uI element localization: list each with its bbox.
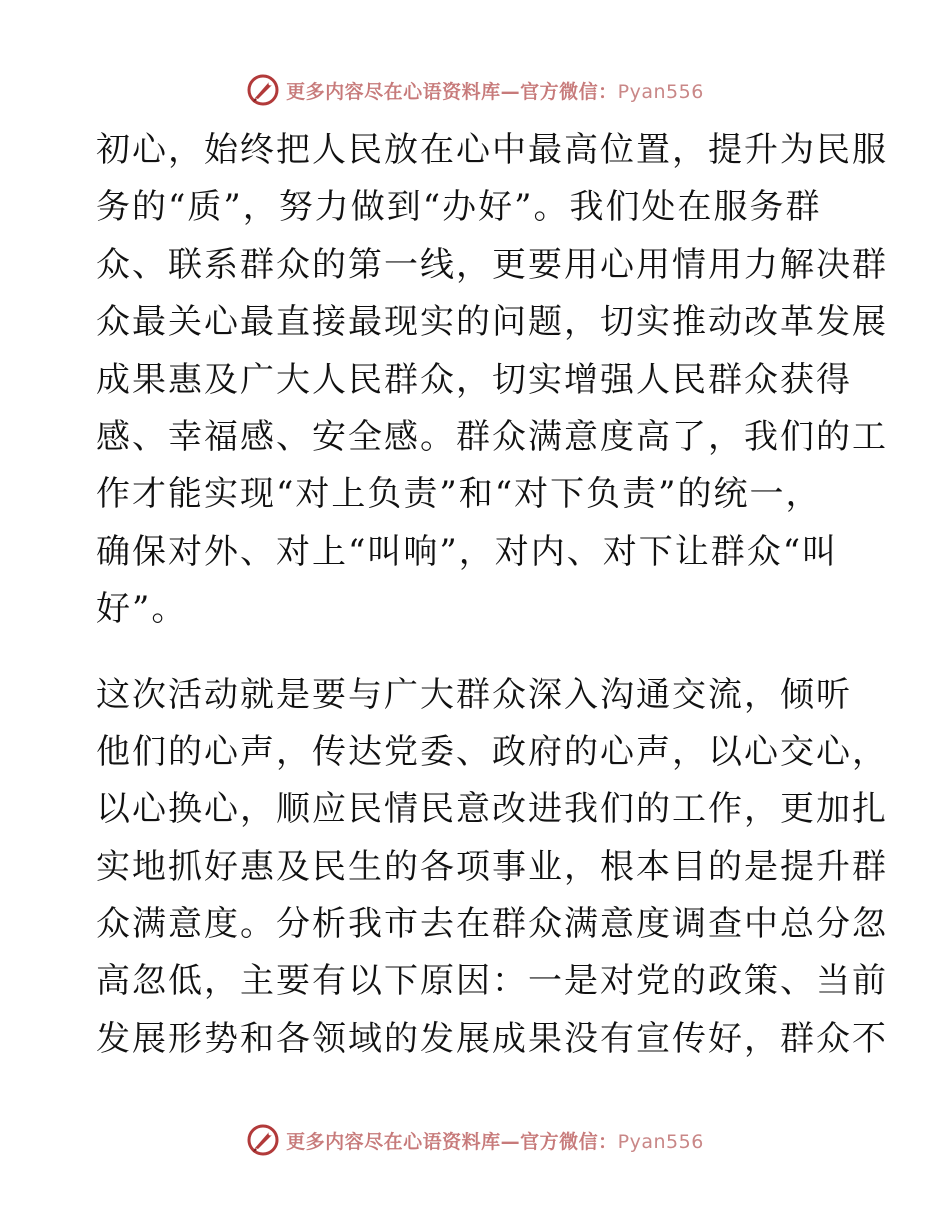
quill-pen-logo-icon <box>246 1123 280 1157</box>
text-line: 实地抓好惠及民生的各项事业，根本目的是提升群 <box>96 846 888 887</box>
footer-banner-main: 更多内容尽在心语资料库—官方微信： <box>286 1130 618 1153</box>
header-banner-text <box>286 77 704 104</box>
text-line: 发展形势和各领域的发展成果没有宣传好，群众不 <box>96 1018 888 1059</box>
paragraph-spacer <box>96 639 856 667</box>
text-line: 高忽低，主要有以下原因：一是对党的政策、当前 <box>96 961 888 1002</box>
header-wechat-id: Pyan556 <box>617 80 704 103</box>
text-line: 众最关心最直接最现实的问题，切实推动改革发展 <box>96 302 888 343</box>
footer-banner-text <box>286 1127 704 1154</box>
text-line: 务的“质”，努力做到“办好”。我们处在服务群 <box>96 187 822 228</box>
quill-pen-logo-icon <box>246 73 280 107</box>
text-line: 以心换心，顺应民情民意改进我们的工作，更加扎 <box>96 789 888 830</box>
text-line: 众满意度。分析我市去在群众满意度调查中总分忽 <box>96 904 888 945</box>
paragraph-1 <box>96 122 888 639</box>
text-line: 作才能实现“对上负责”和“对下负责”的统一， <box>96 474 822 515</box>
header-banner-main: 更多内容尽在心语资料库—官方微信： <box>286 80 618 103</box>
text-line: 众、联系群众的第一线，更要用心用情用力解决群 <box>96 244 888 285</box>
document-body <box>96 122 888 1068</box>
text-line: 成果惠及广大人民群众，切实增强人民群众获得 <box>96 359 852 400</box>
text-line: 好”。 <box>96 589 188 630</box>
text-line: 确保对外、对上“叫响”，对内、对下让群众“叫 <box>96 531 839 572</box>
text-line: 感、幸福感、安全感。群众满意度高了，我们的工 <box>96 416 888 457</box>
text-line: 初心，始终把人民放在心中最高位置，提升为民服 <box>96 130 888 170</box>
header-banner <box>0 70 950 110</box>
footer-wechat-id: Pyan556 <box>617 1130 704 1153</box>
text-line: 这次活动就是要与广大群众深入沟通交流，倾听 <box>96 674 852 715</box>
text-line: 他们的心声，传达党委、政府的心声，以心交心， <box>96 731 888 772</box>
paragraph-2 <box>96 667 888 1069</box>
footer-banner <box>0 1120 950 1160</box>
